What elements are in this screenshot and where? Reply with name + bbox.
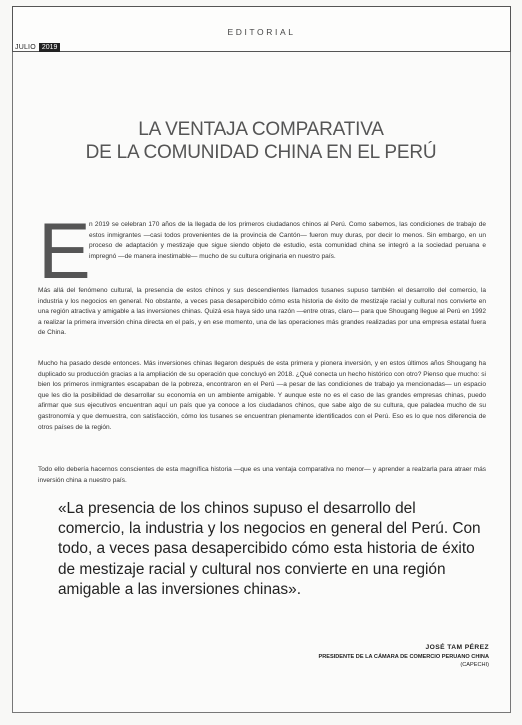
issue-year: 2019 [39, 43, 61, 53]
drop-cap [38, 206, 91, 295]
body-paragraph-3: Todo ello debería hacernos conscientes de esta magnífica historia —que es una ventaja comparativa no menor— y aprender a realzarla para atraer más inversión china a nuestro país. [38, 466, 486, 484]
issue-month: JULIO [15, 44, 36, 51]
author-signature [269, 643, 489, 669]
author-name: JOSÉ TAM PÉREZ [425, 644, 489, 651]
author-role: PRESIDENTE DE LA CÁMARA DE COMERCIO PERUANO CHINA [318, 654, 489, 660]
lead-paragraph [38, 206, 486, 295]
drop-cap-letter: E [38, 206, 91, 295]
body-paragraph-2: Mucho ha pasado desde entonces. Más inversiones chinas llegaron después de esta primera y pionera inversión, y en estos últimos años Shougang ha duplicado su producción gracias a la ampliación de su operación que concluyó en 2018. ¿Qué conecta un hecho histórico con otro? Pienso que mucho: si bien los primeros inmigrantes escapaban de la pobreza, encontraron en el Perú —a pesar de las condiciones de trabajo ya mencionadas— un espacio que les dio la posibilidad de desarrollar su economía en un ambiente amigable. Y aunque este no es el caso de las grandes empresas chinas, puedo afirmar que sus ejecutivos encuentran aquí un país que ya conoce a los ciudadanos chinos, que sabe algo de su cultura, que paladea mucho de su gastronomía y que demuestra, con satisfacción, cómo los tusanes se encuentran plenamente identificados con el Perú. Eso es lo que nos diferencia de otros países de la región. [38, 360, 486, 431]
section-label: EDITORIAL [227, 27, 296, 37]
article-title [0, 118, 522, 164]
author-organization: (CAPECHI) [460, 662, 489, 668]
pull-quote: «La presencia de los chinos supuso el desarrollo del comercio, la industria y los negocios en general del Perú. Con todo, a veces pasa desapercibido cómo esta historia de éxito de mestizaje racial y cultural nos convierte en una región amigable a las inversiones chinas». [58, 500, 481, 598]
lead-text: n 2019 se celebran 170 años de la llegada de los primeros ciudadanos chinos al Perú. Como sabemos, las condiciones de trabajo de estos inmigrantes —casi todos provenientes de la provincia de Cantón— fueron muy duras, por decir lo menos. Sin embargo, en un proceso de adaptación y mestizaje que sigue siendo objeto de estudio, esta comunidad china se integró a la sociedad peruana e impregnó —de manera inestimable— mucho de su cultura originaria en nuestro país. [89, 221, 486, 260]
title-line-1: LA VENTAJA COMPARATIVA [138, 119, 384, 140]
title-line-2: DE LA COMUNIDAD CHINA EN EL PERÚ [85, 142, 437, 163]
body-paragraph-1: Más allá del fenómeno cultural, la presencia de estos chinos y sus descendientes llamados tusanes supuso también el desarrollo del comercio, la industria y los negocios en general. No obstante, a veces pasa desapercibido cómo esta historia de éxito de mestizaje racial y cultural nos convierte en una región atractiva y amigable a las inversiones chinas. Quizá esa haya sido una razón —entre otras, claro— para que Shougang llegue al Perú en 1992 a realizar la primera inversión china directa en el país, y en ese momento, una de las operaciones más grandes realizadas por una empresa estatal fuera de China. [38, 287, 486, 337]
page-header [12, 6, 511, 52]
